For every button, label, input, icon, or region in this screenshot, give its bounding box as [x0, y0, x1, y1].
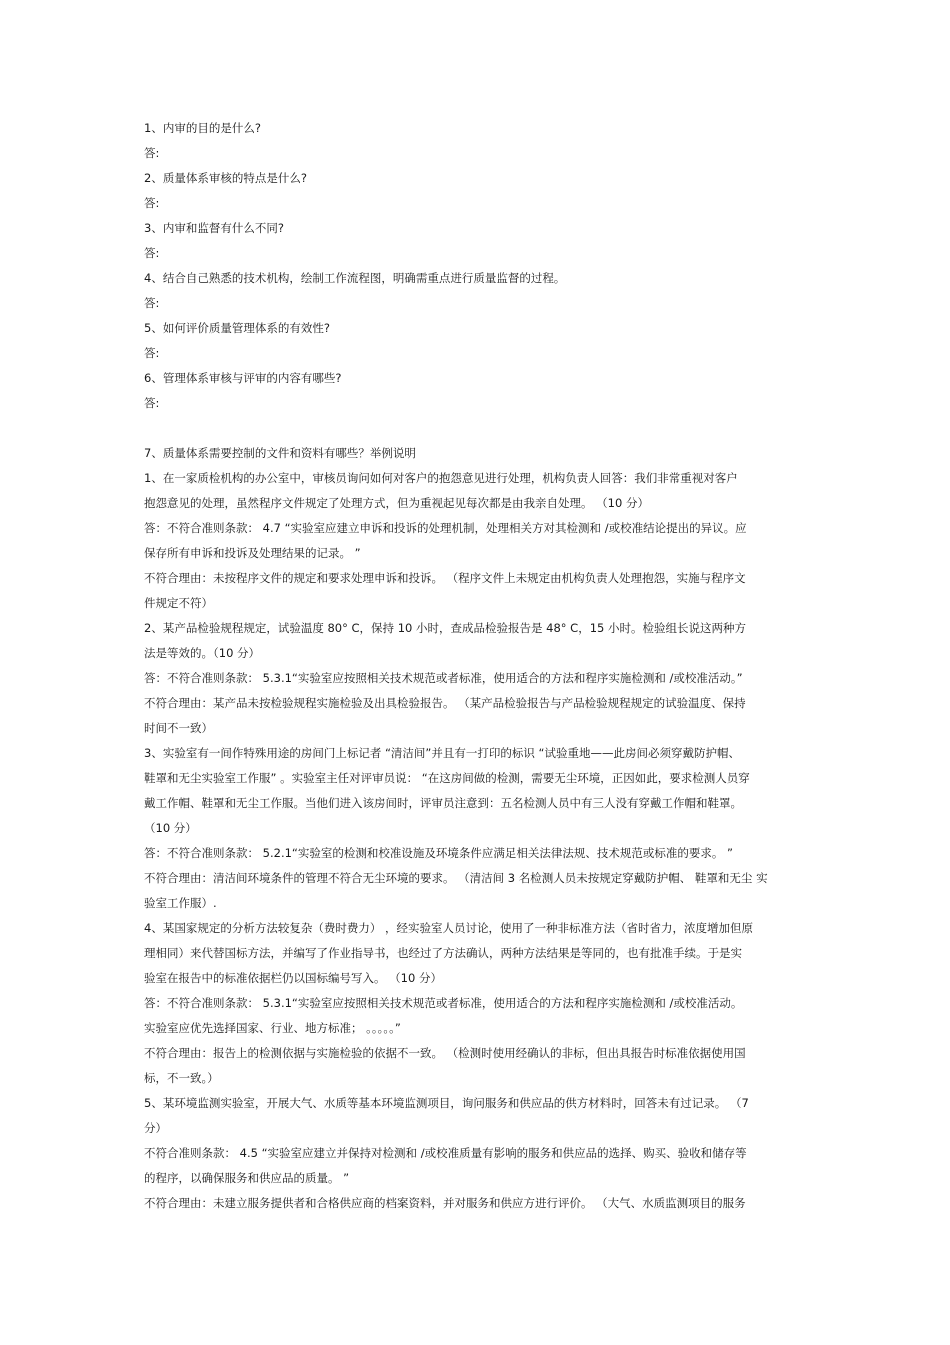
case-3-reason-line: 验室工作服）. [144, 896, 217, 910]
question-1: 1、内审的目的是什么? [144, 121, 261, 135]
question-4: 4、结合自己熟悉的技术机构，绘制工作流程图，明确需重点进行质量监督的过程。 [144, 271, 566, 285]
answer-6: 答: [144, 396, 160, 410]
question-6: 6、管理体系审核与评审的内容有哪些? [144, 371, 342, 385]
case-4-scenario-line: 理相同）来代替国标方法，并编写了作业指导书，也经过了方法确认，两种方法结果是等同的，也有批准手续。于是实 [144, 946, 742, 960]
answer-3: 答: [144, 246, 160, 260]
case-5-reason-line: 不符合理由：未建立服务提供者和合格供应商的档案资料，并对服务和供应方进行评价。 （大气、水质监测项目的服务 [144, 1196, 746, 1210]
case-1-scenario-line: 1、在一家质检机构的办公室中，审核员询问如何对客户的抱怨意见进行处理，机构负责人回答：我们非常重视对客户 [144, 471, 738, 485]
question-5: 5、如何评价质量管理体系的有效性? [144, 321, 330, 335]
case-5-scenario-line: 分） [144, 1121, 167, 1135]
case-2-scenario-line: 2、某产品检验规程规定，试验温度 80° C，保持 10 小时，查成品检验报告是 48° C，15 小时。检验组长说这两种方 [144, 621, 746, 635]
case-3-clause-line: 答：不符合准则条款： 5.2.1“实验室的检测和校准设施及环境条件应满足相关法律法规、技术规范或标准的要求。 ” [144, 846, 733, 860]
question-2: 2、质量体系审核的特点是什么? [144, 171, 307, 185]
case-3-scenario-line: 鞋罩和无尘实验室工作服” 。实验室主任对评审员说： “在这房间做的检测，需要无尘环境，正因如此，要求检测人员穿 [144, 771, 750, 785]
case-4-clause-line: 实验室应优先选择国家、行业、地方标准； 。。。。。” [144, 1021, 401, 1035]
question-3: 3、内审和监督有什么不同? [144, 221, 284, 235]
case-4-scenario-line: 验室在报告中的标准依据栏仍以国标编号写入。 （10 分） [144, 971, 442, 985]
answer-5: 答: [144, 346, 160, 360]
case-4-reason-line: 不符合理由：报告上的检测依据与实施检验的依据不一致。 （检测时使用经确认的非标，但出具报告时标准依据使用国 [144, 1046, 746, 1060]
answer-1: 答: [144, 146, 160, 160]
case-2-clause-line: 答：不符合准则条款： 5.3.1“实验室应按照相关技术规范或者标准，使用适合的方法和程序实施检测和 /或校准活动。” [144, 671, 743, 685]
case-3-scenario-line: （10 分） [144, 821, 197, 835]
case-5-scenario-line: 5、某环境监测实验室，开展大气、水质等基本环境监测项目，询问服务和供应品的供方材料时，回答未有过记录。 （7 [144, 1096, 749, 1110]
case-2-reason-line: 时间不一致） [144, 721, 213, 735]
case-3-scenario-line: 3、实验室有一间作特殊用途的房间门上标记者 “清洁间”并且有一打印的标识 “试验重地——此房间必须穿戴防护帽、 [144, 746, 740, 760]
case-5-clause-line: 的程序，以确保服务和供应品的质量。 ” [144, 1171, 350, 1185]
case-3-scenario-line: 戴工作帽、鞋罩和无尘工作服。当他们进入该房间时，评审员注意到：五名检测人员中有三人没有穿戴工作帽和鞋罩。 [144, 796, 742, 810]
case-1-reason-line: 不符合理由：未按程序文件的规定和要求处理申诉和投诉。 （程序文件上未规定由机构负责人处理抱怨，实施与程序文 [144, 571, 746, 585]
case-1-scenario-line: 抱怨意见的处理，虽然程序文件规定了处理方式，但为重视起见每次都是由我亲自处理。 （10 分） [144, 496, 649, 510]
case-1-clause-line: 答：不符合准则条款： 4.7 “实验室应建立申诉和投诉的处理机制，处理相关方对其检测和 /或校准结论提出的异议。应 [144, 521, 747, 535]
case-5-clause-line: 不符合准则条款： 4.5 “实验室应建立并保持对检测和 /或校准质量有影响的服务和供应品的选择、购买、验收和储存等 [144, 1146, 747, 1160]
answer-4: 答: [144, 296, 160, 310]
case-4-clause-line: 答：不符合准则条款： 5.3.1“实验室应按照相关技术规范或者标准，使用适合的方法和程序实施检测和 /或校准活动。 [144, 996, 743, 1010]
case-1-clause-line: 保存所有申诉和投诉及处理结果的记录。 ” [144, 546, 361, 560]
case-2-reason-line: 不符合理由：某产品未按检验规程实施检验及出具检验报告。 （某产品检验报告与产品检验规程规定的试验温度、保持 [144, 696, 746, 710]
case-2-scenario-line: 法是等效的。（10 分） [144, 646, 261, 660]
case-3-reason-line: 不符合理由：清洁间环境条件的管理不符合无尘环境的要求。 （清洁间 3 名检测人员未按规定穿戴防护帽、 鞋罩和无尘 实 [144, 871, 768, 885]
answer-2: 答: [144, 196, 160, 210]
case-1-reason-line: 件规定不符） [144, 596, 213, 610]
case-4-reason-line: 标，不一致。） [144, 1071, 219, 1085]
case-4-scenario-line: 4、某国家规定的分析方法较复杂（费时费力） ，经实验室人员讨论，使用了一种非标准方法（省时省力，浓度增加但原 [144, 921, 753, 935]
question-7: 7、质量体系需要控制的文件和资料有哪些？举例说明 [144, 446, 416, 460]
